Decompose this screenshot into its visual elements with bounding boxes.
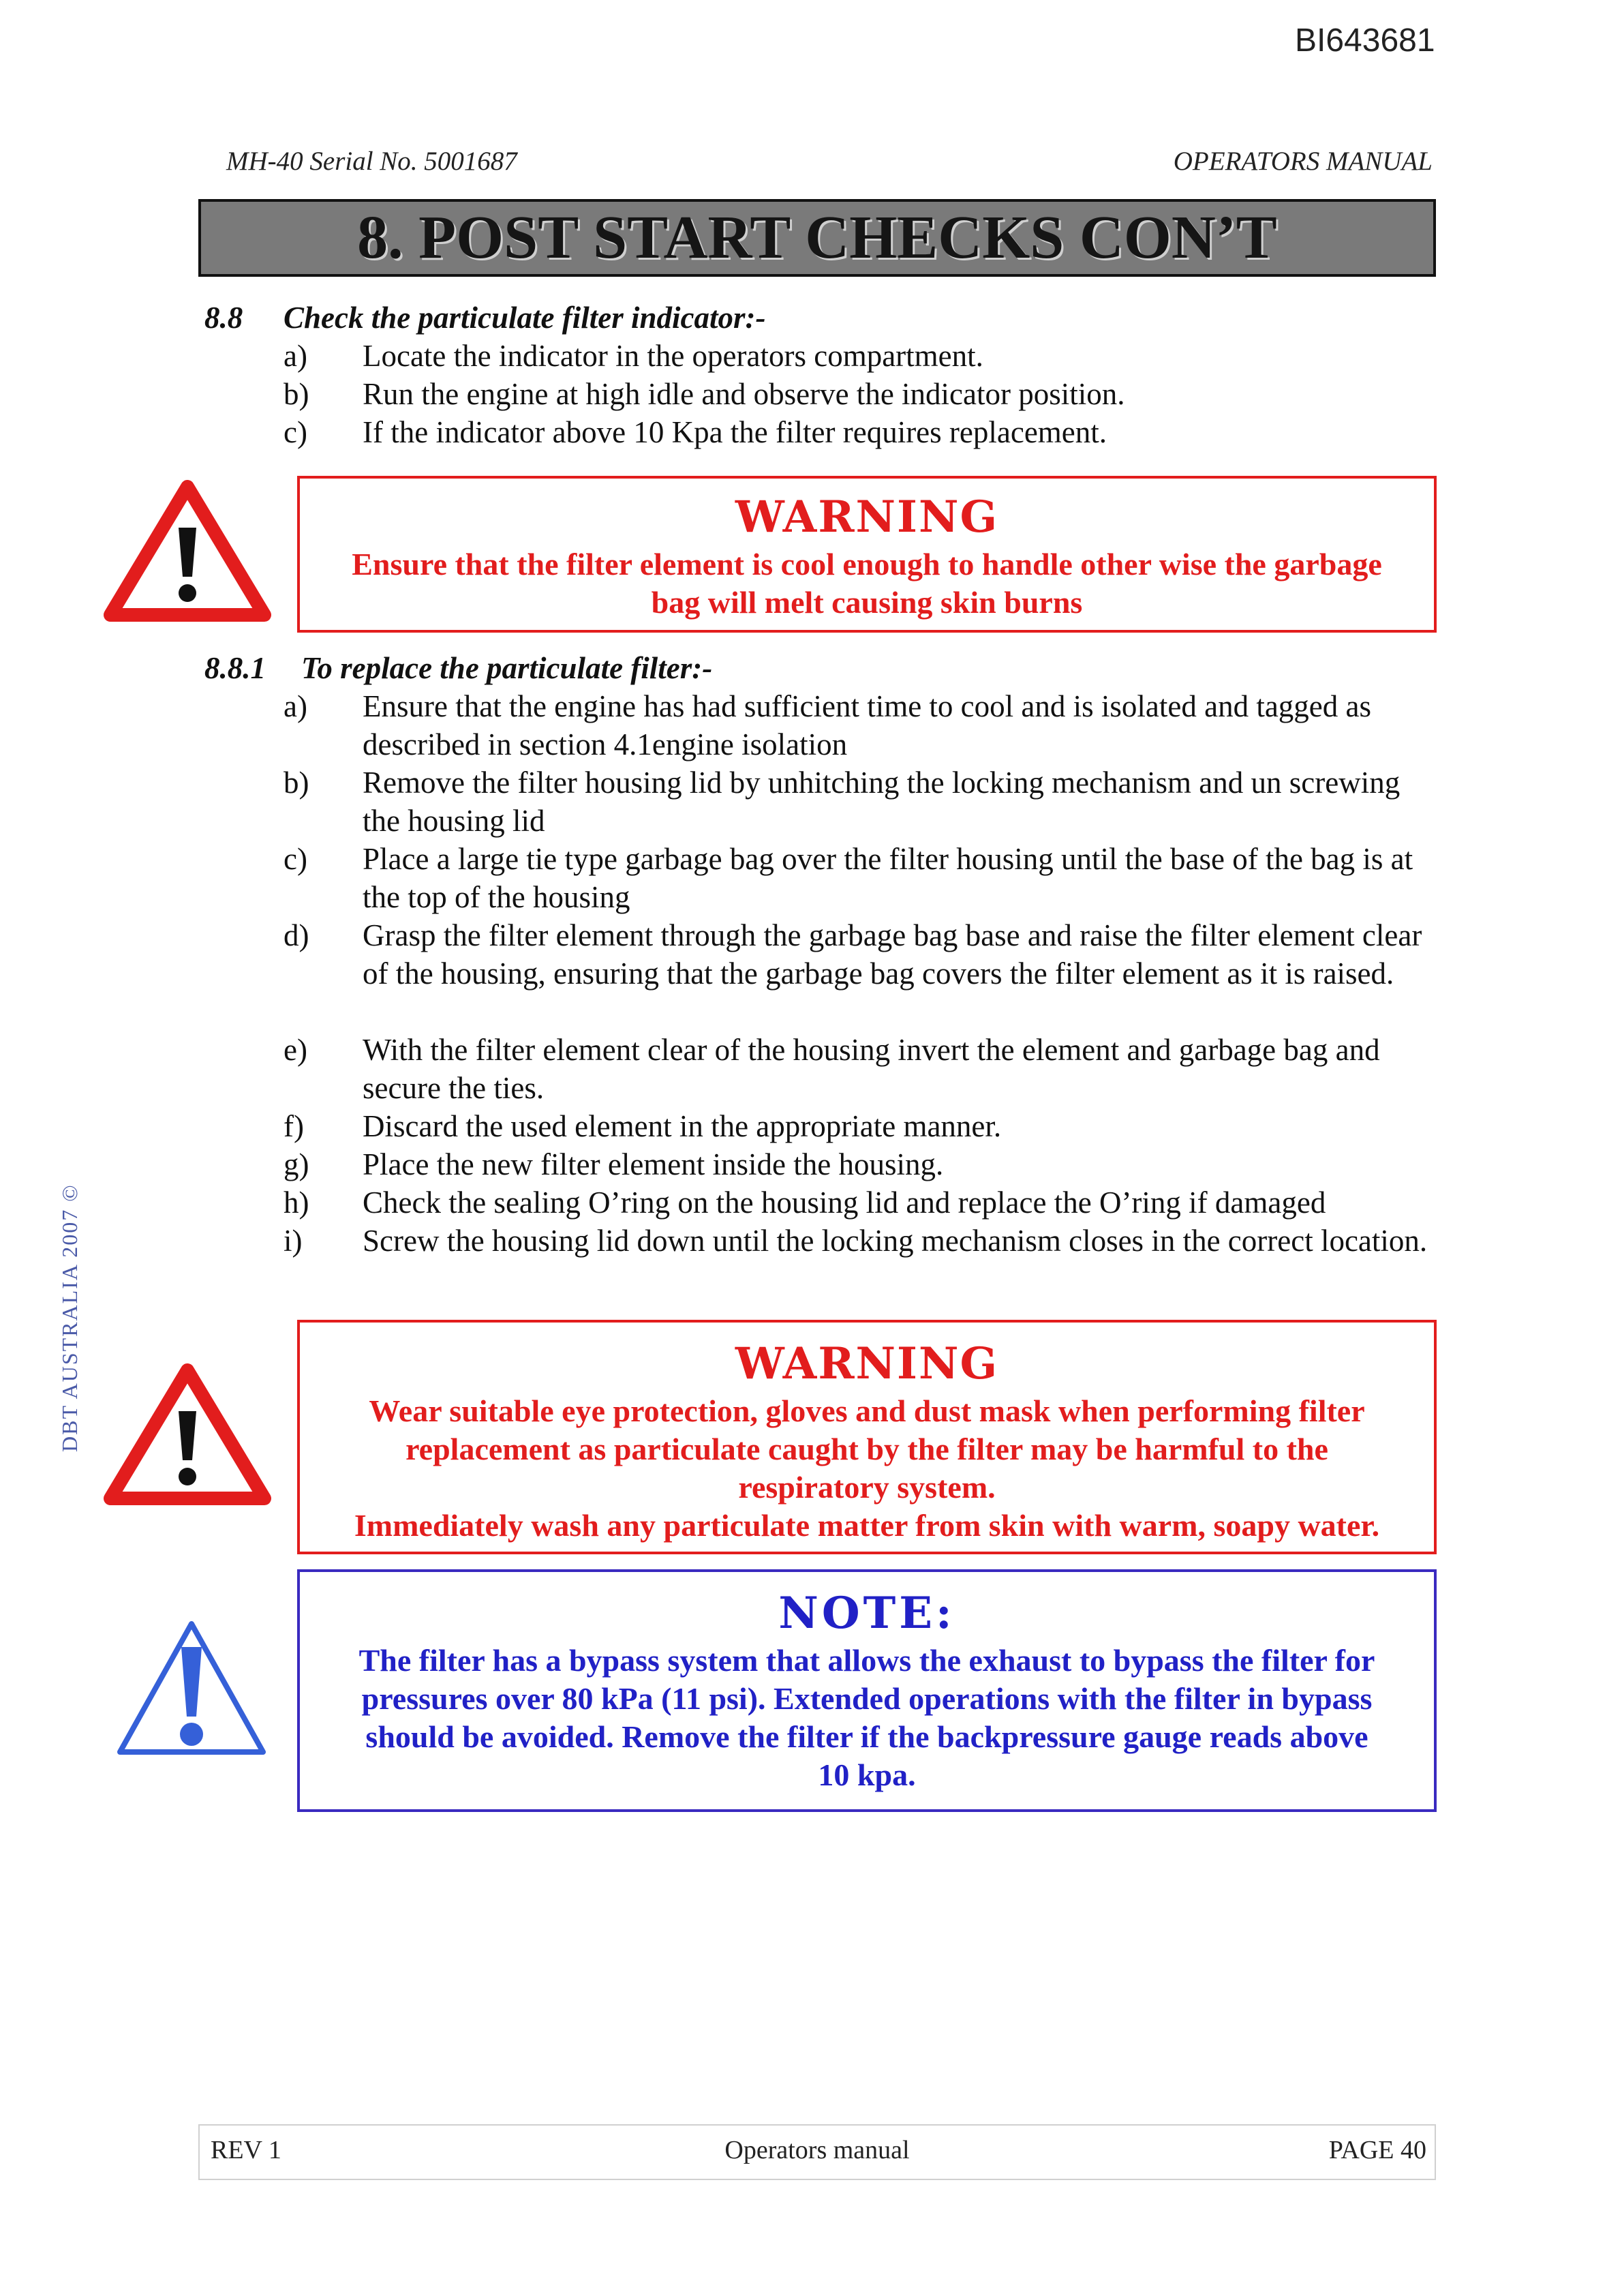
footer-page-number: PAGE 40 [1328, 2136, 1426, 2164]
list-item [284, 1183, 1428, 1222]
warning-box [297, 1320, 1437, 1554]
caution-icon [113, 1616, 270, 1764]
footer-title: Operators manual [724, 2136, 910, 2164]
list-item [284, 1145, 1428, 1183]
list-item-text: Place the new filter element inside the housing. [363, 1147, 944, 1181]
footer-revision: REV 1 [211, 2136, 281, 2164]
warning-box [297, 476, 1437, 633]
warning-title: WARNING [735, 492, 999, 543]
list-item-text: If the indicator above 10 Kpa the filter requires replacement. [363, 415, 1107, 449]
list-item-text: Check the sealing O’ring on the housing lid and replace the O’ring if damaged [363, 1185, 1326, 1220]
list-item-text: Grasp the filter element through the garbage bag base and raise the filter element clear of the housing, ensuring that the garbage bag covers the filter element as it is raised. [363, 918, 1422, 991]
list-item-label: a) [284, 339, 307, 373]
list-item-label: b) [284, 766, 309, 800]
note-title: NOTE: [778, 1588, 955, 1639]
header-serial: MH-40 Serial No. 5001687 [226, 147, 517, 176]
copyright-side-text: DBT AUSTRALIA 2007 © [57, 1183, 82, 1452]
list-item [284, 687, 1428, 764]
section-heading [204, 650, 712, 686]
page-title: 8. POST START CHECKS CON’T [357, 204, 1277, 271]
section-number: 8.8.1 [204, 651, 266, 685]
warning-text: respiratory system. [738, 1470, 996, 1505]
list-item-text: Locate the indicator in the operators compartment. [363, 339, 983, 373]
list-item [284, 1031, 1428, 1107]
list-item-label: h) [284, 1185, 309, 1220]
warning-text: replacement as particulate caught by the filter may be harmful to the [406, 1432, 1328, 1466]
list-item-label: c) [284, 842, 307, 876]
note-text: 10 kpa. [818, 1757, 916, 1792]
list-item [284, 1107, 1428, 1145]
list-item-text: Run the engine at high idle and observe the indicator position. [363, 377, 1125, 411]
list-item-label: d) [284, 918, 309, 952]
warning-text: Wear suitable eye protection, gloves and dust mask when performing filter [369, 1393, 1365, 1428]
list-item-label: f) [284, 1109, 304, 1143]
list-item-text: Remove the filter housing lid by unhitching the locking mechanism and un screwing the housing lid [363, 766, 1401, 838]
section-title: Check the particulate filter indicator:- [284, 301, 766, 335]
list-item-text: Ensure that the engine has had sufficient time to cool and is isolated and tagged as described in section 4.1engine isolation [363, 689, 1372, 761]
list-item-label: g) [284, 1147, 309, 1181]
list-item [284, 764, 1428, 840]
list-item-text: Screw the housing lid down until the locking mechanism closes in the correct location. [363, 1224, 1428, 1258]
section-number: 8.8 [204, 301, 243, 335]
list-item-text: Discard the used element in the appropriate manner. [363, 1109, 1002, 1143]
document-id: BI643681 [1295, 22, 1435, 59]
list-item-label: b) [284, 377, 309, 411]
list-item-label: e) [284, 1033, 307, 1067]
list-item [284, 375, 1428, 413]
list-item-text: With the filter element clear of the housing invert the element and garbage bag and secure the ties. [363, 1033, 1380, 1105]
section-title: To replace the particulate filter:- [301, 651, 713, 685]
list-item-label: a) [284, 689, 307, 723]
header-manual-name: OPERATORS MANUAL [1173, 147, 1433, 176]
list-item-label: i) [284, 1224, 303, 1258]
warning-icon [102, 480, 273, 623]
warning-text: Ensure that the filter element is cool enough to handle other wise the garbage [352, 547, 1382, 581]
list-item-text: Place a large tie type garbage bag over the filter housing until the base of the bag is at the top of the housing [363, 842, 1413, 914]
list-item [284, 337, 1428, 375]
warning-text: Immediately wash any particulate matter from skin with warm, soapy water. [354, 1508, 1380, 1543]
page-footer [198, 2124, 1436, 2180]
warning-text: bag will melt causing skin burns [651, 585, 1083, 620]
list-item-label: c) [284, 415, 307, 449]
note-text: pressures over 80 kPa (11 psi). Extended operations with the filter in bypass [361, 1681, 1373, 1716]
list-item [284, 840, 1428, 916]
note-text: should be avoided. Remove the filter if the backpressure gauge reads above [365, 1719, 1368, 1754]
section-heading [204, 300, 765, 335]
note-text: The filter has a bypass system that allows the exhaust to bypass the filter for [358, 1643, 1375, 1678]
warning-title: WARNING [735, 1338, 999, 1389]
list-item [284, 916, 1428, 993]
section-title-bar [198, 199, 1436, 277]
list-item [284, 1222, 1428, 1260]
warning-icon [102, 1363, 273, 1507]
list-item [284, 413, 1428, 451]
note-box [297, 1569, 1437, 1812]
